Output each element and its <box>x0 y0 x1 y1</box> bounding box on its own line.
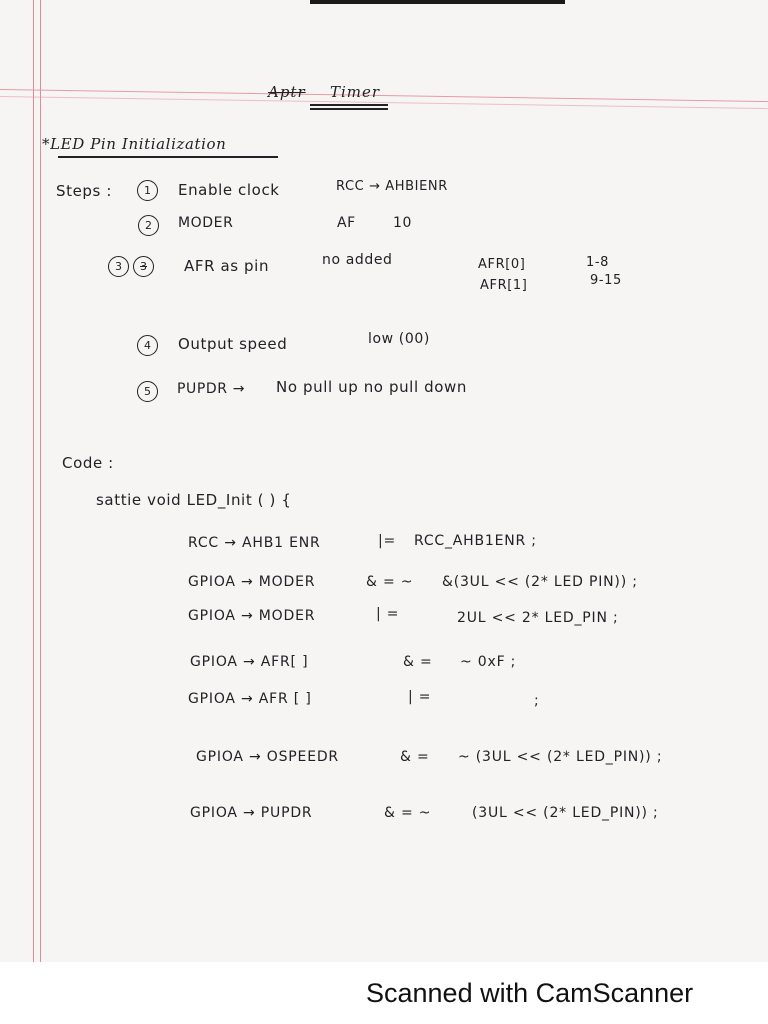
step-5-label: PUPDR → <box>177 381 246 397</box>
code-line-6-rhs: ~ (3UL << (2* LED_PIN)) ; <box>458 749 663 765</box>
code-label: Code : <box>62 454 114 472</box>
steps-label: Steps : <box>56 182 112 200</box>
code-line-1-op: |= <box>378 533 397 549</box>
code-line-6-op: & = <box>400 749 430 765</box>
header-rule-line <box>0 89 768 102</box>
margin-line-left <box>33 0 34 962</box>
step-3-struck-number: 3 <box>133 256 154 277</box>
title-struck-word: Aptr <box>268 83 306 101</box>
code-line-3-lhs: GPIOA → MODER <box>188 608 316 624</box>
code-line-1-lhs: RCC → AHB1 ENR <box>188 535 321 551</box>
step-5-value: No pull up no pull down <box>276 378 467 396</box>
step-4-value: low (00) <box>368 331 430 347</box>
code-line-2-lhs: GPIOA → MODER <box>188 574 316 590</box>
code-line-7-lhs: GPIOA → PUPDR <box>190 805 313 821</box>
afr-high-range: 9-15 <box>590 273 622 288</box>
code-line-3-rhs: 2UL << 2* LED_PIN ; <box>457 610 619 626</box>
step-5-number: 5 <box>137 381 158 402</box>
step-4-label: Output speed <box>178 335 288 353</box>
code-line-2-op: & = ~ <box>366 574 414 590</box>
code-line-5-op: | = <box>408 689 432 705</box>
step-1-value: RCC → AHBIENR <box>336 179 448 194</box>
code-line-4-op: & = <box>403 654 433 670</box>
afr-high-register: AFR[1] <box>480 278 528 293</box>
step-3-label: AFR as pin <box>184 257 270 275</box>
title-underline-2 <box>310 108 388 110</box>
step-4-number: 4 <box>137 335 158 356</box>
code-line-7-rhs: (3UL << (2* LED_PIN)) ; <box>472 805 659 821</box>
code-line-6-lhs: GPIOA → OSPEEDR <box>196 749 339 765</box>
code-line-4-lhs: GPIOA → AFR[ ] <box>190 654 309 670</box>
code-line-3-op: | = <box>376 606 400 622</box>
title-underline <box>310 104 388 106</box>
margin-line-right <box>40 0 41 962</box>
camscanner-watermark: Scanned with CamScanner <box>366 978 694 1008</box>
code-line-5-lhs: GPIOA → AFR [ ] <box>188 691 312 707</box>
step-1-label: Enable clock <box>178 181 280 199</box>
step-2-value: AF <box>337 215 356 231</box>
step-2-label: MODER <box>178 215 234 231</box>
code-line-7-op: & = ~ <box>384 805 432 821</box>
function-signature: sattie void LED_Init ( ) { <box>96 491 292 509</box>
step-2-number: 2 <box>138 215 159 236</box>
afr-low-register: AFR[0] <box>478 257 526 272</box>
step-3-number: 3 <box>108 256 129 277</box>
section-heading: *LED Pin Initialization <box>42 135 227 153</box>
page-title: Timer <box>330 83 381 101</box>
code-line-2-rhs: &(3UL << (2* LED PIN)) ; <box>442 574 638 590</box>
code-line-5-rhs: ; <box>534 693 540 709</box>
code-line-1-rhs: RCC_AHB1ENR ; <box>414 533 537 549</box>
step-2-extra: 10 <box>393 215 413 231</box>
step-1-number: 1 <box>137 180 158 201</box>
scan-edge-shadow <box>310 0 565 4</box>
afr-low-range: 1-8 <box>586 255 610 270</box>
code-line-4-rhs: ~ 0xF ; <box>460 654 517 670</box>
step-3-value: no added <box>322 252 393 268</box>
section-heading-underline <box>58 156 278 158</box>
